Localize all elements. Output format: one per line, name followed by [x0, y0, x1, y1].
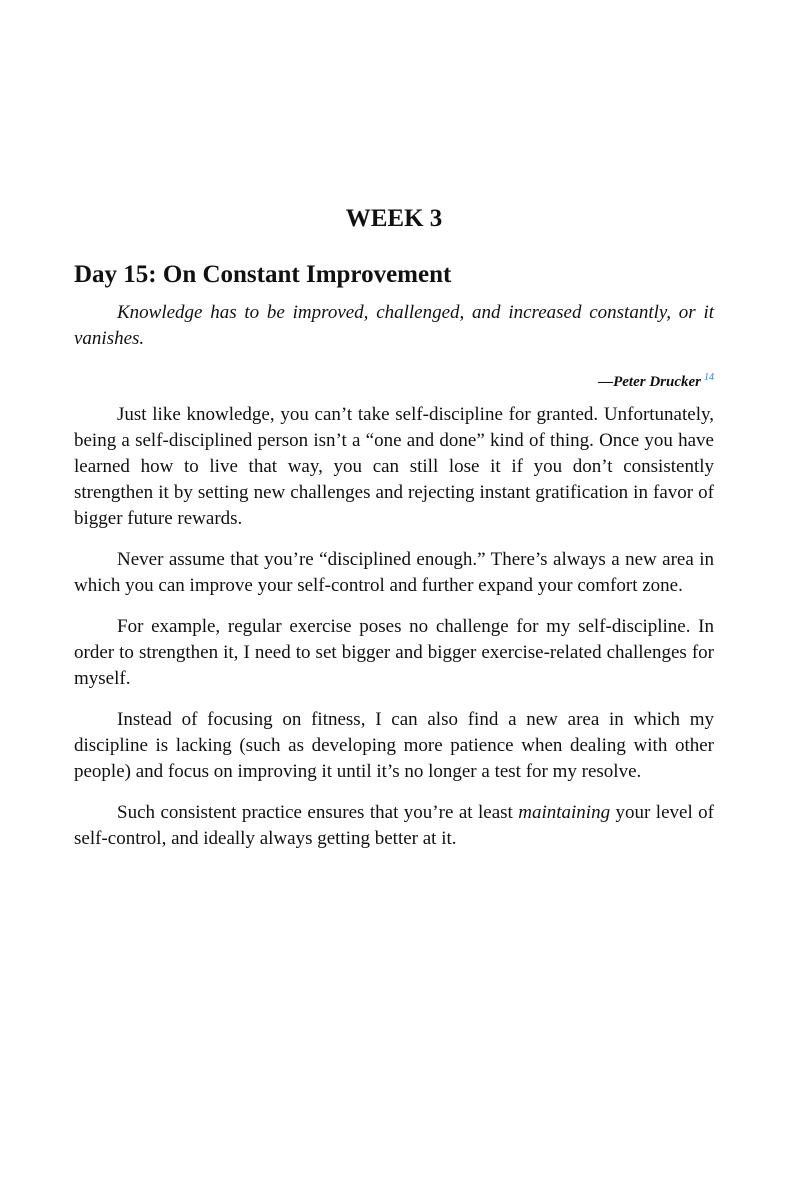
paragraph-last [74, 800, 714, 852]
quote-attribution [74, 366, 714, 394]
quote-author: —Peter Drucker [598, 374, 701, 390]
paragraph: Never assume that you’re “disciplined enough.” There’s always a new area in which you can improve your self-control and further expand your comfort zone. [74, 549, 714, 596]
paragraph-text: Such consistent practice ensures that you’re at least [117, 802, 519, 823]
body-text [74, 402, 714, 867]
emphasized-word: maintaining [518, 802, 611, 823]
week-heading: WEEK 3 [345, 205, 443, 232]
paragraph: For example, regular exercise poses no challenge for my self-discipline. In order to strengthen it, I need to set bigger and bigger exercise-related challenges for myself. [74, 616, 714, 689]
paragraph-text: your level of self-control, and ideally always getting better at it. [74, 802, 715, 849]
epigraph-quote: Knowledge has to be improved, challenged, and increased constantly, or it vanishes. [74, 302, 714, 349]
footnote-link[interactable]: 14 [704, 372, 714, 383]
book-page [74, 0, 714, 1200]
paragraph: Instead of focusing on fitness, I can also find a new area in which my discipline is lacking (such as developing more patience when dealing with other people) and focus on improving it until it’s no longer a test for my resolve. [74, 709, 714, 782]
chapter-title: Day 15: On Constant Improvement [74, 261, 452, 288]
paragraph: Just like knowledge, you can’t take self-discipline for granted. Unfortunately, being a self-disciplined person isn’t a “one and done” kind of thing. Once you have learned how to live that way, you can still lose it if you don’t consistently strengthen it by setting new challenges and rejecting instant gratification in favor of bigger future rewards. [74, 404, 714, 529]
